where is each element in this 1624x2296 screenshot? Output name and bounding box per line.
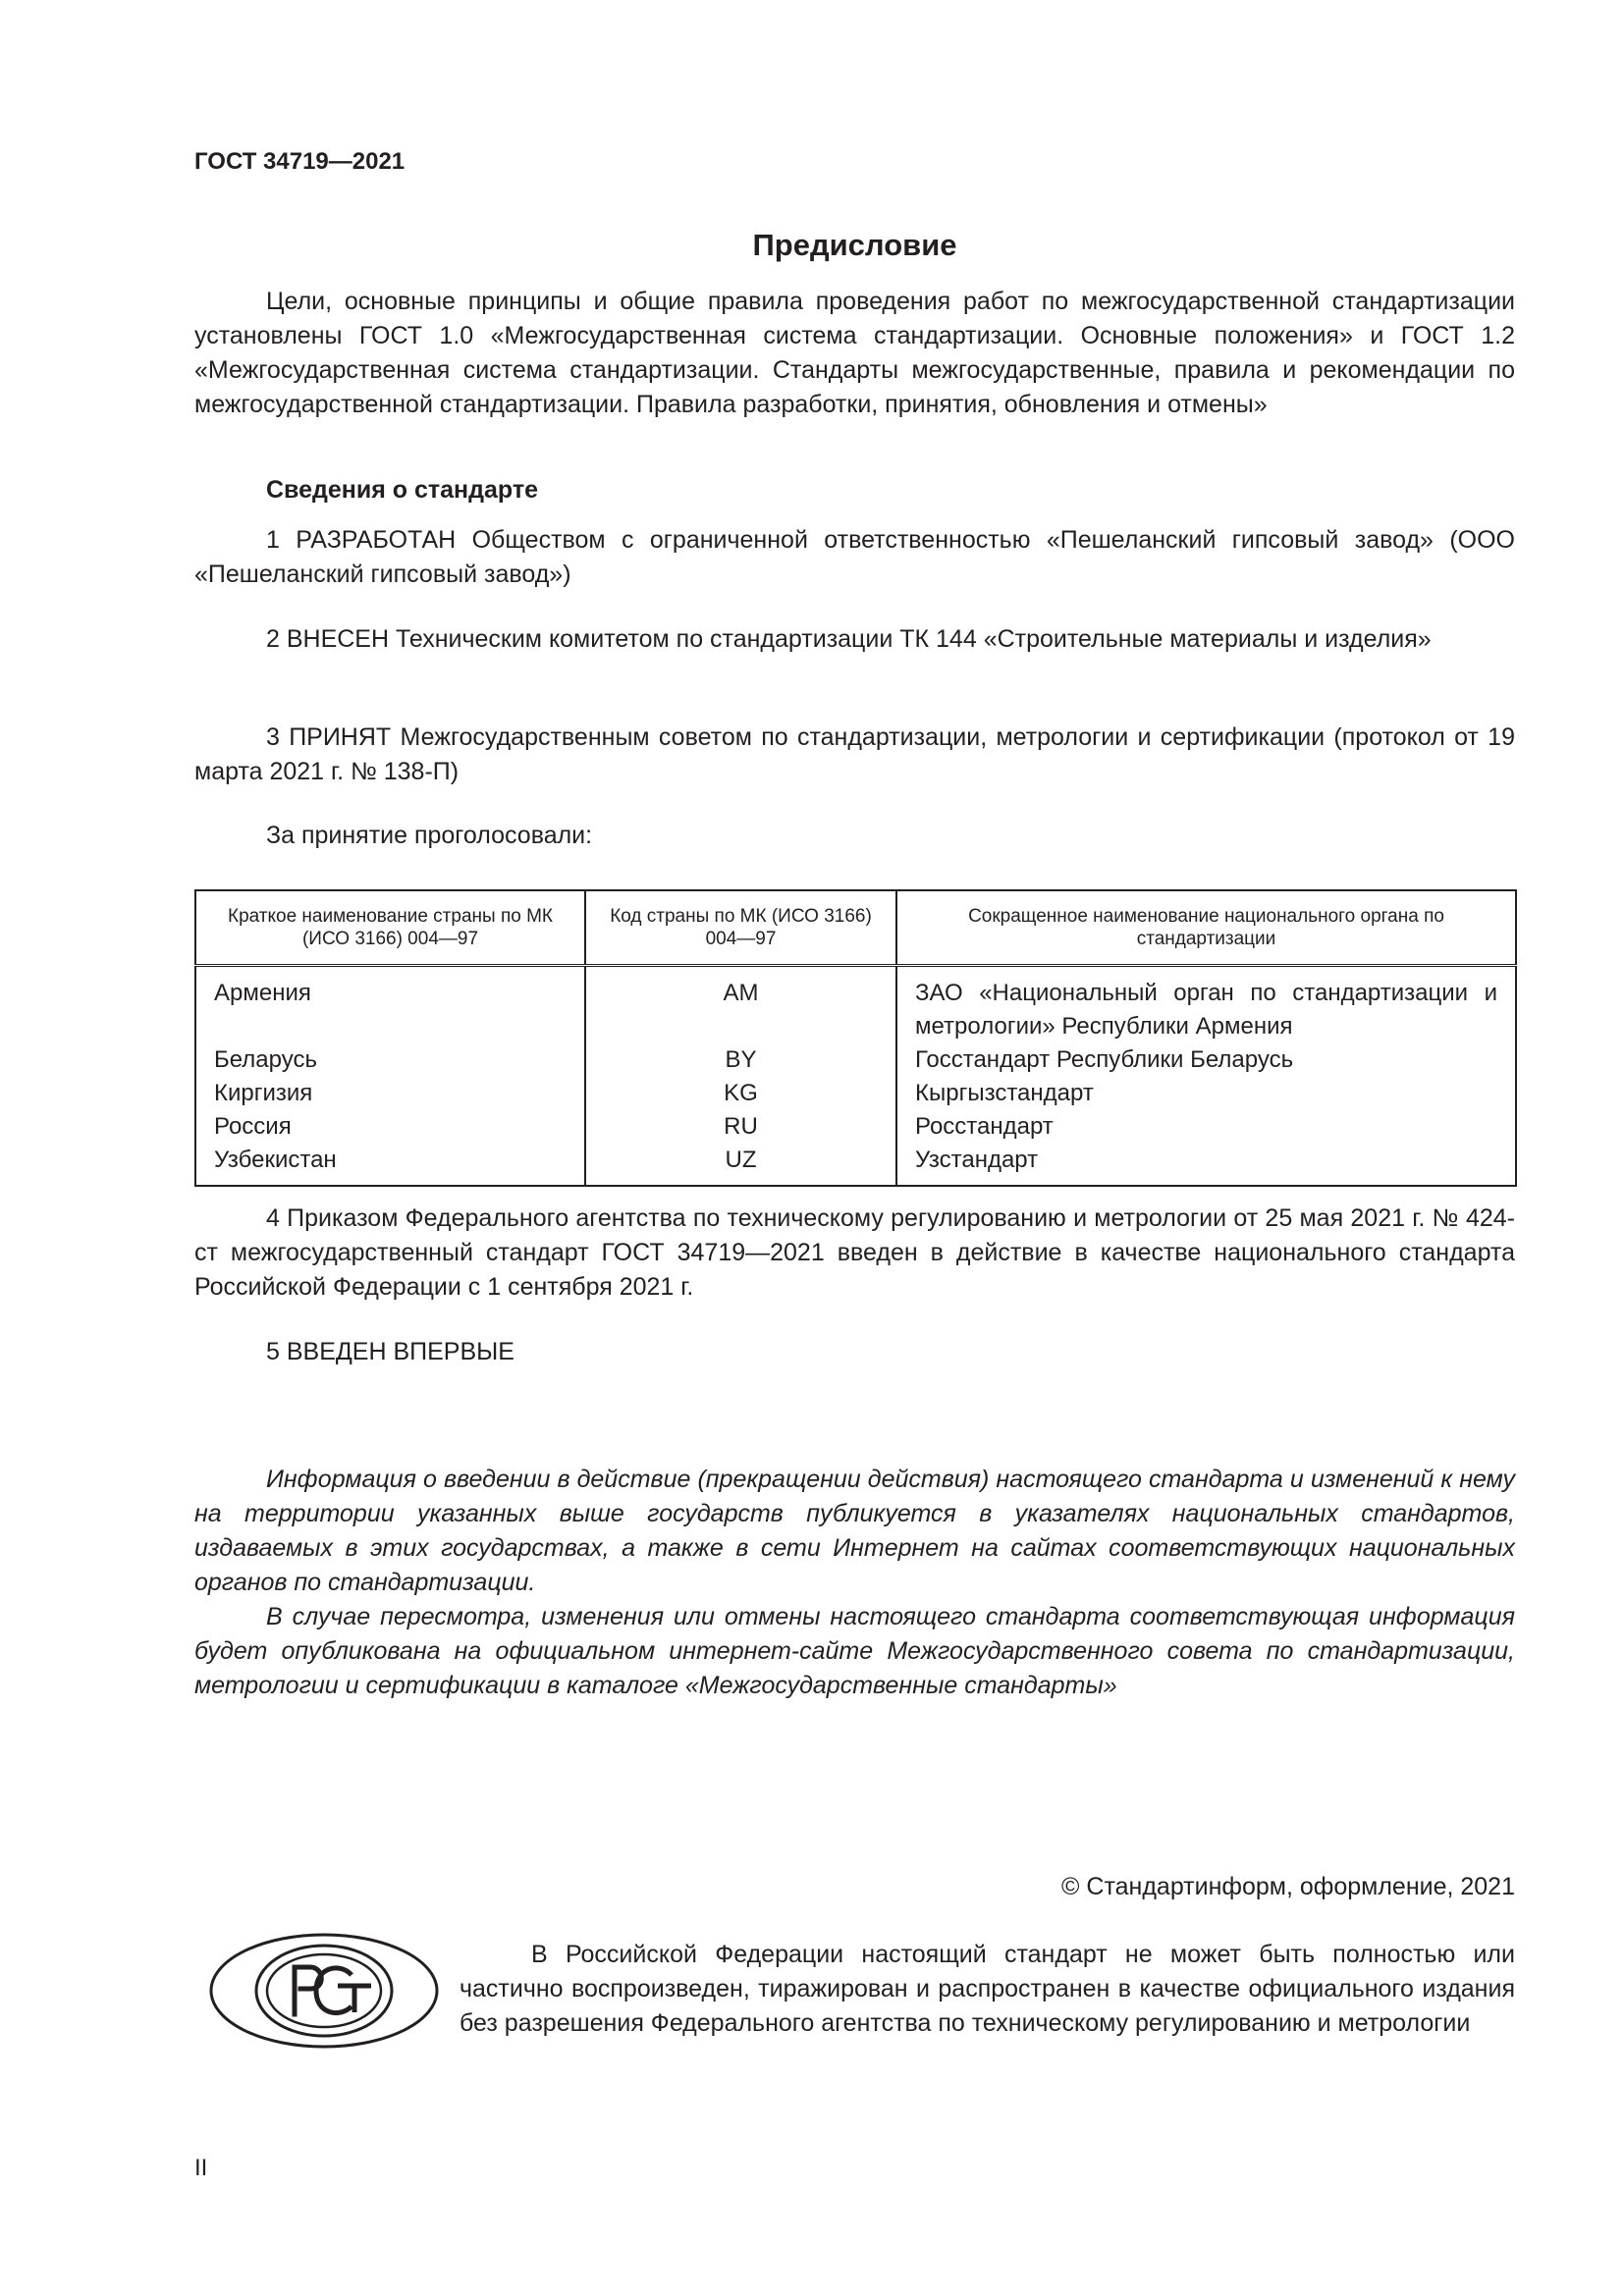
country-cell: Беларусь <box>214 1046 317 1073</box>
info-item-first-introduced: 5 ВВЕДЕН ВПЕРВЫЕ <box>266 1338 514 1365</box>
table-header-row <box>195 890 1516 966</box>
column-header-code: Код страны по МК (ИСО 3166) 004—97 <box>585 890 896 966</box>
info-item-developed: 1 РАЗРАБОТАН Обществом с ограниченной ответственностью «Пешеланский гипсовый завод» (ООО «Пешеланский гипсовый завод») <box>194 526 1515 588</box>
country-cell: Армения <box>214 980 311 1006</box>
document-code: ГОСТ 34719—2021 <box>194 148 406 175</box>
notice-block <box>194 1463 1515 1703</box>
info-item-submitted: 2 ВНЕСЕН Техническим комитетом по стандартизации ТК 144 «Строительные материалы и изделия» <box>266 625 1432 653</box>
country-cell: Россия <box>214 1113 292 1140</box>
country-cell: Киргизия <box>214 1080 313 1106</box>
rst-certification-mark-icon <box>208 1932 440 2050</box>
code-cell: UZ <box>585 1144 896 1186</box>
table-row <box>195 1043 1516 1077</box>
body-cell: Кыргызстандарт <box>896 1077 1516 1110</box>
info-item-order: 4 Приказом Федерального агентства по техническому регулированию и метрологии от 25 мая 2021 г. № 424-ст межгосударственный стандарт ГОСТ 34719—2021 введен в действие в качестве национального стандарта Российской Федерации с 1 сентября 2021 г. <box>194 1204 1515 1301</box>
table-row <box>195 1144 1516 1186</box>
voted-label: За принятие проголосовали: <box>266 822 593 849</box>
table-row <box>195 966 1516 1044</box>
code-cell: RU <box>585 1110 896 1144</box>
notice-paragraph: В случае пересмотра, изменения или отмены настоящего стандарта соответствующая информация будет опубликована на официальном интернет-сайте Межгосударственного совета по стандартизации, метрологии и сертификации в каталоге «Межгосударственные стандарты» <box>194 1603 1515 1699</box>
table-row <box>195 1077 1516 1110</box>
page-title: Предисловие <box>752 228 957 262</box>
column-header-country: Краткое наименование страны по МК (ИСО 3166) 004—97 <box>195 890 585 966</box>
copyright-line: © Стандартинформ, оформление, 2021 <box>1061 1873 1515 1900</box>
standard-info-heading: Сведения о стандарте <box>266 476 539 504</box>
page-number: II <box>194 2155 208 2181</box>
table-row <box>195 1110 1516 1144</box>
code-cell: KG <box>585 1077 896 1110</box>
foreword-intro: Цели, основные принципы и общие правила проведения работ по межгосударственной стандартизации установлены ГОСТ 1.0 «Межгосударственная система стандартизации. Основные положения» и ГОСТ 1.2 «Межгосударственная система стандартизации. Стандарты межгосударственные, правила и рекомендации по межгосударственной стандартизации. Правила разработки, принятия, обновления и отмены» <box>194 288 1515 418</box>
code-cell: BY <box>585 1043 896 1077</box>
country-cell: Узбекистан <box>214 1147 337 1173</box>
rights-notice: В Российской Федерации настоящий стандарт не может быть полностью или частично воспроизведен, тиражирован и распространен в качестве официального издания без разрешения Федерального агентства по техническому регулированию и метрологии <box>460 1941 1515 2037</box>
column-header-body: Сокращенное наименование национального органа по стандартизации <box>896 890 1516 966</box>
notice-paragraph: Информация о введении в действие (прекращении действия) настоящего стандарта и изменений к нему на территории указанных выше государств публикуется в указателях национальных стандартов, издаваемых в этих государствах, а также в сети Интернет на сайтах соответствующих национальных органов по стандартизации. <box>194 1466 1515 1596</box>
info-item-adopted: 3 ПРИНЯТ Межгосударственным советом по стандартизации, метрологии и сертификации (протокол от 19 марта 2021 г. № 138-П) <box>194 723 1515 785</box>
body-cell: ЗАО «Национальный орган по стандартизации и метрологии» Республики Армения <box>896 966 1516 1044</box>
voting-table <box>194 889 1517 1187</box>
body-cell: Госстандарт Республики Беларусь <box>896 1043 1516 1077</box>
body-cell: Росстандарт <box>896 1110 1516 1144</box>
code-cell: AM <box>585 966 896 1044</box>
body-cell: Узстандарт <box>896 1144 1516 1186</box>
